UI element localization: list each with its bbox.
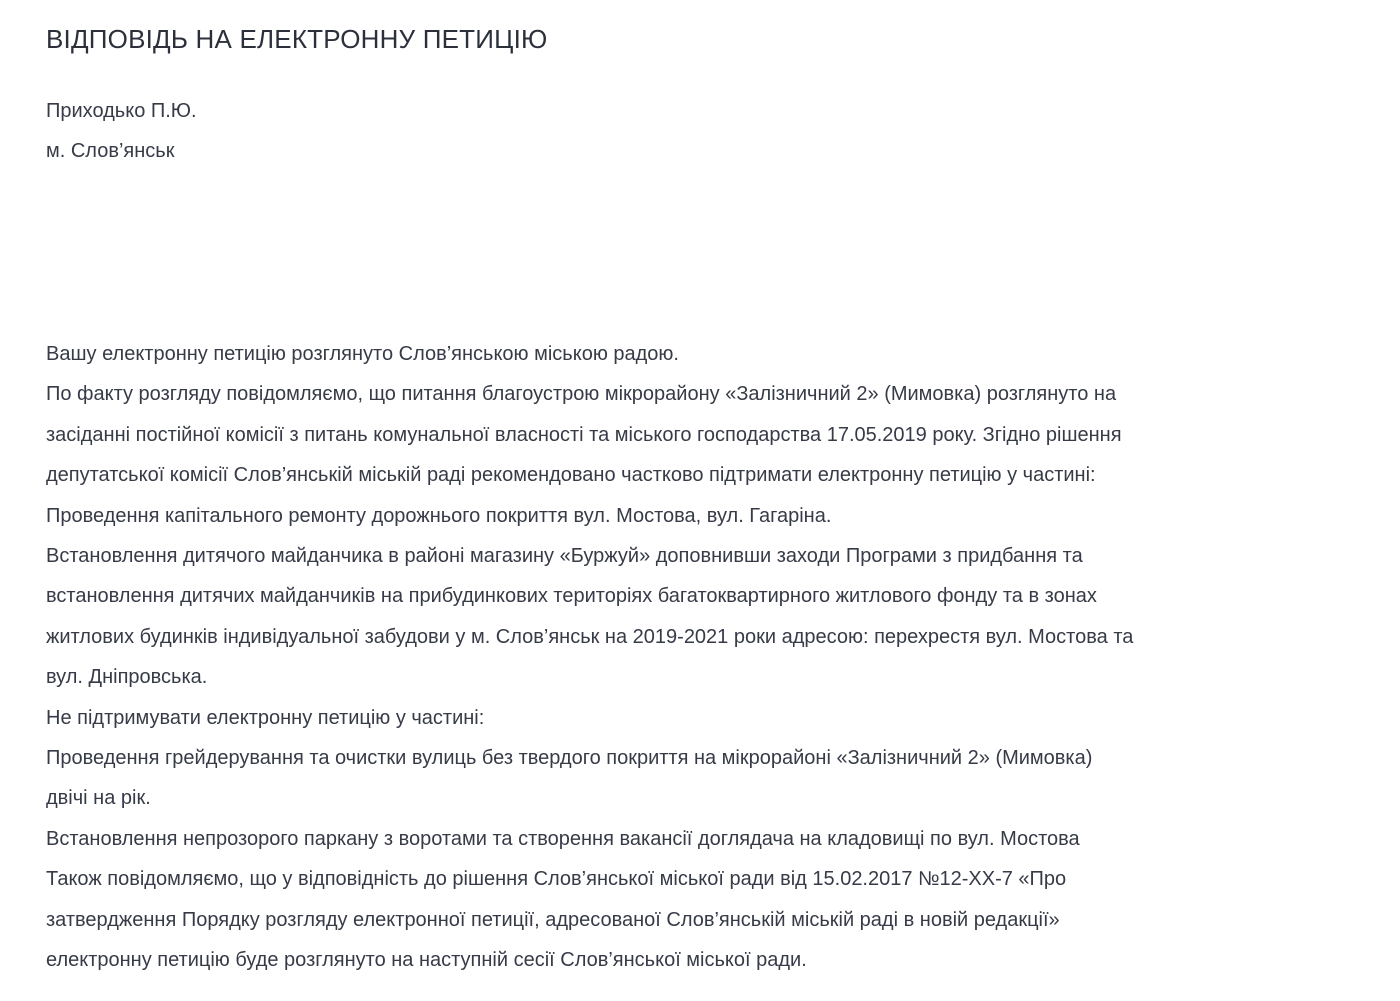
body-line: двічі на рік. [46, 787, 151, 810]
addressee-block [46, 91, 197, 172]
body-line: Встановлення дитячого майданчика в районі магазину «Буржуй» доповнивши заходи Програми з придбання та [46, 545, 1083, 568]
page-title: ВІДПОВІДЬ НА ЕЛЕКТРОННУ ПЕТИЦІЮ [46, 24, 548, 54]
addressee-name: Приходько П.Ю. [46, 100, 197, 122]
body-line: електронну петицію буде розглянуто на наступній сесії Слов’янської міської ради. [46, 949, 807, 972]
body-line: затвердження Порядку розгляду електронної петиції, адресованої Слов’янській міській раді в новій редакції» [46, 908, 1060, 931]
body-line: вул. Дніпровська. [46, 666, 208, 689]
body-line: Також повідомляємо, що у відповідність до рішення Слов’янської міської ради від 15.02.2017 №12-ХХ-7 «Про [46, 868, 1067, 891]
body-line: депутатської комісії Слов’янській міській раді рекомендовано частково підтримати електронну петицію у частині: [46, 464, 1096, 487]
body-line: Встановлення непрозорого паркану з воротами та створення вакансії доглядача на кладовищі по вул. Мостова [46, 827, 1080, 850]
body-line: житлових будинків індивідуальної забудови у м. Слов’янськ на 2019-2021 роки адресою: перехрестя вул. Мостова та [46, 625, 1134, 648]
body-line: По факту розгляду повідомляємо, що питання благоустрою мікрорайону «Залізничний 2» (Мимовка) розглянуто на [46, 383, 1117, 406]
body-line: Проведення капітального ремонту дорожнього покриття вул. Мостова, вул. Гагаріна. [46, 504, 832, 527]
body-line: засіданні постійної комісії з питань комунальної власності та міського господарства 17.05.2019 року. Згідно рішення [46, 423, 1122, 446]
response-body [46, 334, 1246, 981]
body-line: Вашу електронну петицію розглянуто Слов’янською міською радою. [46, 343, 679, 365]
body-line: встановлення дитячих майданчиків на прибудинкових територіях багатоквартирного житлового фонду та в зонах [46, 585, 1097, 608]
addressee-city: м. Слов’янськ [46, 140, 175, 163]
body-line: Не підтримувати електронну петицію у частині: [46, 706, 485, 729]
body-line: Проведення грейдерування та очистки вулиць без твердого покриття на мікрорайоні «Залізничний 2» (Мимовка) [46, 747, 1093, 770]
